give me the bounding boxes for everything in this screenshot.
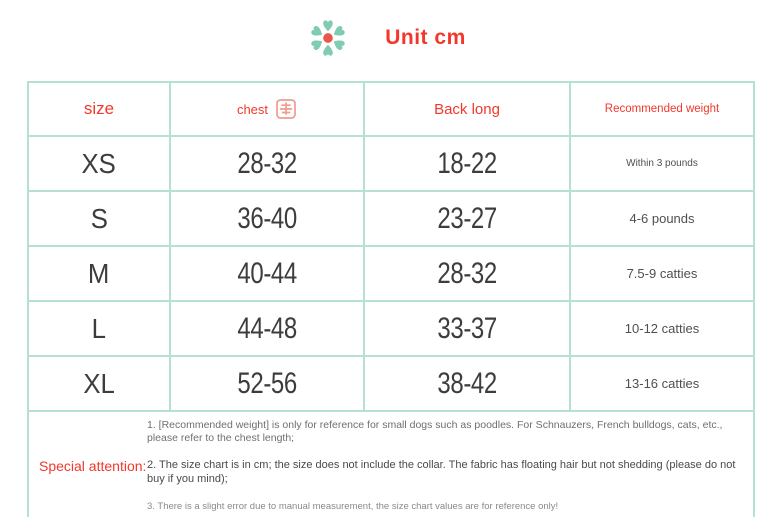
- special-attention-notes: [147, 412, 753, 520]
- cell-chest-s: [171, 192, 365, 247]
- chest-value: 40-44: [237, 256, 297, 290]
- column-header-back-long-label: Back long: [434, 100, 500, 118]
- note-item-2: 2. The size chart is in cm; the size does not include the collar. The fabric has floating hair but not shedding (please do not buy if you mind);: [147, 459, 736, 485]
- cell-size-s: [29, 192, 171, 247]
- column-header-back-long: [365, 83, 571, 137]
- column-header-recommended-weight-label: Recommended weight: [604, 103, 720, 115]
- chest-value: 28-32: [237, 146, 297, 180]
- cell-weight-s: [571, 192, 753, 247]
- wei-girth-stamp-icon: [275, 98, 297, 120]
- page-header: [0, 0, 773, 76]
- weight-value: 7.5-9 catties: [626, 266, 698, 281]
- cell-size-xl: [29, 357, 171, 412]
- cell-weight-l: [571, 302, 753, 357]
- cell-chest-l: [171, 302, 365, 357]
- column-header-recommended-weight: [571, 83, 753, 137]
- back-value: 18-22: [437, 146, 497, 180]
- note-item-3: 3. There is a slight error due to manual measurement, the size chart values are for reference only!: [147, 500, 559, 512]
- column-header-chest: [171, 83, 365, 137]
- back-value: 38-42: [437, 366, 497, 400]
- cell-back-xl: [365, 357, 571, 412]
- cell-chest-xs: [171, 137, 365, 192]
- column-header-size-label: size: [83, 99, 115, 118]
- cell-weight-xs: [571, 137, 753, 192]
- cell-chest-m: [171, 247, 365, 302]
- size-value: S: [90, 202, 108, 234]
- cell-weight-m: [571, 247, 753, 302]
- chest-value: 52-56: [237, 366, 297, 400]
- size-value: XS: [81, 147, 117, 179]
- cell-back-xs: [365, 137, 571, 192]
- column-header-size: [29, 83, 171, 137]
- size-value: L: [91, 312, 107, 344]
- special-attention-section: [29, 412, 753, 520]
- cell-back-l: [365, 302, 571, 357]
- flower-icon: [307, 17, 349, 59]
- back-value: 28-32: [437, 256, 497, 290]
- chest-value: 44-48: [237, 311, 297, 345]
- weight-value: 13-16 catties: [624, 376, 700, 391]
- weight-value: 4-6 pounds: [629, 211, 695, 226]
- cell-back-s: [365, 192, 571, 247]
- weight-value: Within 3 pounds: [626, 158, 698, 169]
- size-table: [27, 81, 755, 517]
- cell-size-xs: [29, 137, 171, 192]
- column-header-chest-label: chest: [236, 101, 269, 117]
- cell-back-m: [365, 247, 571, 302]
- page-title: Unit cm: [385, 26, 466, 49]
- chest-value: 36-40: [237, 201, 297, 235]
- back-value: 23-27: [437, 201, 497, 235]
- cell-size-m: [29, 247, 171, 302]
- size-value: M: [88, 257, 110, 289]
- note-item-1: 1. [Recommended weight] is only for reference for small dogs such as poodles. For Schnauzers, French bulldogs, cats, etc., please refer to the chest length;: [147, 419, 723, 445]
- special-attention-label: Special attention:: [39, 457, 147, 474]
- weight-value: 10-12 catties: [624, 321, 700, 336]
- size-value: XL: [83, 367, 115, 399]
- cell-chest-xl: [171, 357, 365, 412]
- cell-size-l: [29, 302, 171, 357]
- back-value: 33-37: [437, 311, 497, 345]
- cell-weight-xl: [571, 357, 753, 412]
